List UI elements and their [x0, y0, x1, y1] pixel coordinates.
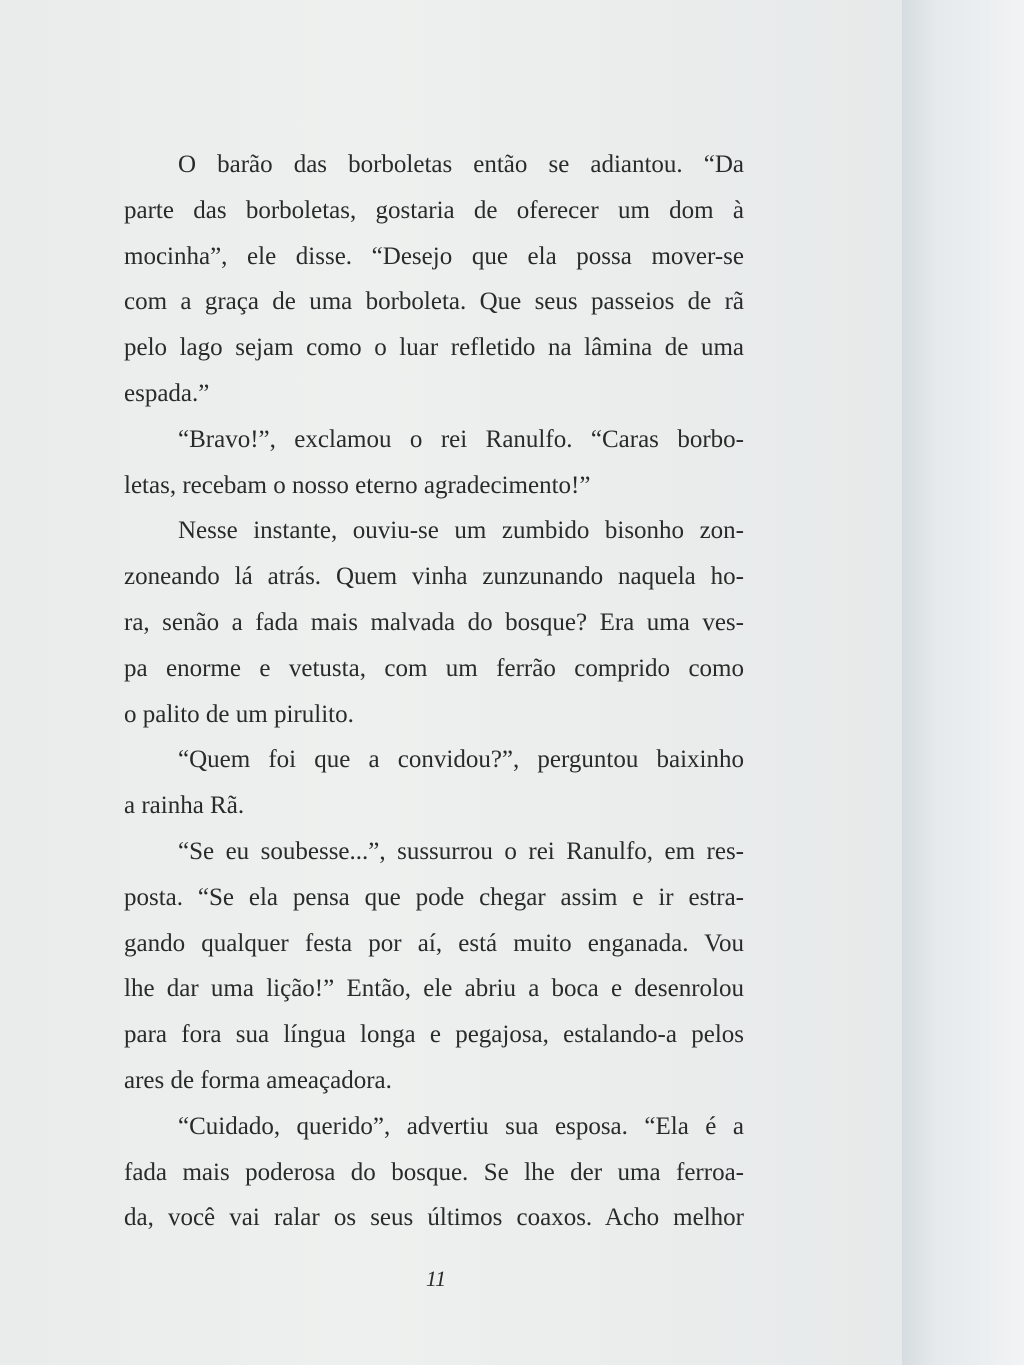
- text-line: “Se eu soubesse...”, sussurrou o rei Ranulfo, em res-: [178, 837, 744, 865]
- paragraph: [124, 508, 744, 737]
- body-text: [124, 142, 744, 1241]
- text-line: “Cuidado, querido”, advertiu sua esposa. “Ela é a: [178, 1112, 744, 1140]
- paragraph: [124, 417, 744, 509]
- text-line: posta. “Se ela pensa que pode chegar assim e ir estra-: [124, 883, 744, 911]
- text-line: pelo lago sejam como o luar refletido na lâmina de uma: [124, 334, 744, 362]
- text-line: “Quem foi que a convidou?”, perguntou baixinho: [178, 746, 744, 774]
- text-line: mocinha”, ele disse. “Desejo que ela possa mover-se: [124, 242, 744, 270]
- text-line: “Bravo!”, exclamou o rei Ranulfo. “Caras borbo-: [178, 425, 744, 453]
- text-line: a rainha Rã.: [124, 792, 245, 820]
- text-line: para fora sua língua longa e pegajosa, estalando-a pelos: [124, 1021, 744, 1049]
- paragraph: [124, 1104, 744, 1241]
- text-line: zoneando lá atrás. Quem vinha zunzunando naquela ho-: [124, 563, 744, 591]
- text-line: ares de forma ameaçadora.: [124, 1066, 392, 1094]
- text-line: com a graça de uma borboleta. Que seus passeios de rã: [124, 288, 744, 316]
- text-line: da, você vai ralar os seus últimos coaxos. Acho melhor: [124, 1204, 744, 1232]
- paragraph: [124, 737, 744, 829]
- page-number: 11: [425, 1266, 447, 1291]
- text-line: letas, recebam o nosso eterno agradecimento!”: [124, 471, 591, 499]
- text-line: gando qualquer festa por aí, está muito enganada. Vou: [124, 929, 744, 957]
- text-line: o palito de um pirulito.: [124, 700, 354, 728]
- paragraph: [124, 829, 744, 1104]
- text-line: parte das borboletas, gostaria de oferecer um dom à: [124, 196, 744, 224]
- text-line: pa enorme e vetusta, com um ferrão comprido como: [124, 654, 744, 682]
- text-line: O barão das borboletas então se adiantou. “Da: [178, 151, 744, 178]
- page-edge-shadow: [902, 0, 1024, 1365]
- text-line: espada.”: [124, 379, 210, 407]
- paragraph: [124, 142, 744, 417]
- text-line: fada mais poderosa do bosque. Se lhe der uma ferroa-: [124, 1158, 744, 1186]
- text-line: Nesse instante, ouviu-se um zumbido bisonho zon-: [178, 517, 744, 545]
- text-line: ra, senão a fada mais malvada do bosque? Era uma ves-: [124, 608, 744, 636]
- text-line: lhe dar uma lição!” Então, ele abriu a boca e desenrolou: [124, 975, 744, 1003]
